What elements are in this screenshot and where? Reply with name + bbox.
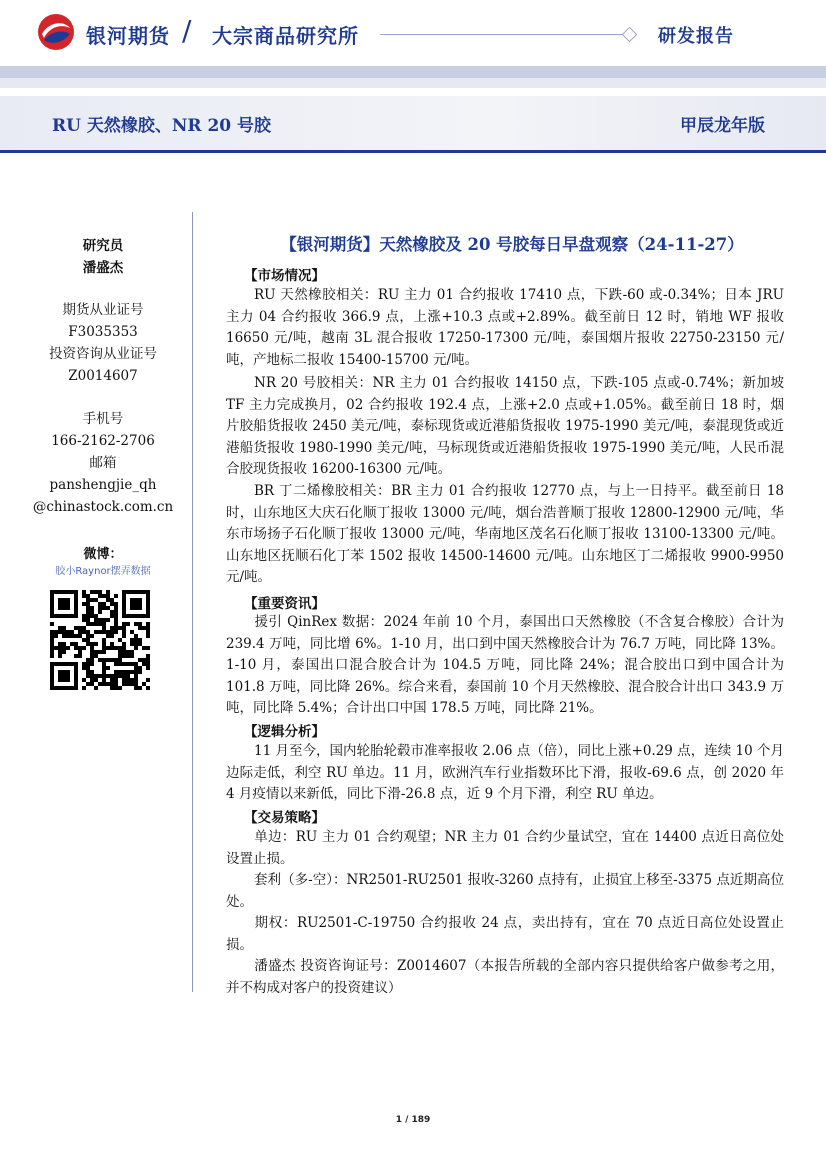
email-label: 邮箱 bbox=[89, 455, 117, 471]
paragraph-news bbox=[226, 612, 784, 720]
galaxy-logo-icon bbox=[36, 12, 76, 52]
advisory-number: Z0014607 bbox=[68, 368, 138, 384]
paragraph-option bbox=[226, 913, 784, 956]
advisory-label: 投资咨询从业证号 bbox=[49, 346, 157, 362]
sidebar-role: 研究员 bbox=[82, 238, 124, 254]
weibo-handle[interactable]: 胶小Raynor摆弄数据 bbox=[55, 566, 151, 577]
section-news: 【重要资讯】 bbox=[244, 596, 325, 612]
paragraph-option-text: 期权：RU2501-C-19750 合约报收 24 点，卖出持有，宜在 70 点近日高位处设置止损。 bbox=[226, 915, 784, 953]
analyst-name: 潘盛杰 bbox=[82, 260, 124, 276]
column-divider bbox=[192, 212, 193, 992]
paragraph-arb bbox=[226, 870, 784, 913]
paragraph-logic-text: 11 月至今，国内轮胎轮毂市准率报收 2.06 点（倍），同比上涨+0.29 点，连续 10 个月边际走低，利空 RU 单边。11 月，欧洲汽车行业指数环比下滑，报收-69.6 点，创 2020 年 4 月疫情以来新低，同比下滑-26.8 点，近 9 个月下滑，利空 RU 单边。 bbox=[226, 743, 784, 802]
page-number: 1 / 189 bbox=[395, 1115, 431, 1125]
phone-label: 手机号 bbox=[82, 411, 124, 427]
subtitle-underline bbox=[0, 150, 826, 153]
edition-label: 甲辰龙年版 bbox=[680, 116, 765, 136]
paragraph-br bbox=[226, 481, 784, 589]
paragraph-single-text: 单边：RU 主力 01 合约观望；NR 主力 01 合约少量试空，宜在 14400 点近日高位处设置止损。 bbox=[226, 829, 784, 867]
paragraph-nr bbox=[226, 373, 784, 481]
paragraph-ru bbox=[226, 285, 784, 371]
section-logic: 【逻辑分析】 bbox=[244, 724, 325, 740]
email-user[interactable]: panshengjie_qh bbox=[49, 477, 157, 493]
header-separator: / bbox=[182, 14, 192, 47]
section-market: 【市场情况】 bbox=[244, 268, 325, 284]
brand-name: 银河期货 bbox=[86, 24, 170, 48]
paragraph-nr-text: NR 20 号胶相关：NR 主力 01 合约报收 14150 点，下跌-105 点或-0.74%；新加坡 TF 主力完成换月，02 合约报收 192.4 点，上涨+2.0 点或+1.05%。截至前日 18 时，烟片胶船货报收 2450 美元/吨，泰标现货或近港船货报收 1975-1990 美元/吨，泰混现货或近港船货报收 1980-1990 美元/吨，马标现货或近港船货报收 1975-1990 美元/吨，人民币混合胶现货报收 16200-16300 元/吨。 bbox=[226, 375, 784, 477]
institute-name: 大宗商品研究所 bbox=[212, 24, 359, 48]
paragraph-br-text: BR 丁二烯橡胶相关：BR 主力 01 合约报收 12770 点，与上一日持平。截至前日 18 时，山东地区大庆石化顺丁报收 13000 元/吨，烟台浩普顺丁报收 12800-12900 元/吨，华东市场扬子石化顺丁报收 13000 元/吨，华南地区茂名石化顺丁报收 13100-13300 元/吨。山东地区抚顺石化丁苯 1502 报收 14500-14600 元/吨。山东地区丁二烯报收 9900-9950 元/吨。 bbox=[226, 483, 784, 585]
section-strategy: 【交易策略】 bbox=[244, 810, 325, 826]
weibo-label: 微博： bbox=[83, 547, 123, 562]
header-rule bbox=[380, 34, 630, 35]
report-type: 研发报告 bbox=[658, 26, 734, 47]
phone-number: 166-2162-2706 bbox=[51, 433, 155, 449]
paragraph-ru-text: RU 天然橡胶相关：RU 主力 01 合约报收 17410 点，下跌-60 或-0.34%；日本 JRU 主力 04 合约报收 366.9 点，上涨+10.3 点或+2.89%。截至前日 12 时，销地 WF 报收 16650 元/吨，越南 3L 混合报收 17250-17300 元/吨，泰国烟片报收 22750-23150 元/吨，产地标二报收 15400-15700 元/吨。 bbox=[226, 287, 784, 368]
paragraph-news-text: 援引 QinRex 数据：2024 年前 10 个月，泰国出口天然橡胶（不含复合橡胶）合计为 239.4 万吨，同比增 6%。1-10 月，出口到中国天然橡胶合计为 76.7 万吨，同比降 13%。1-10 月，泰国出口混合胶合计为 104.5 万吨，同比降 24%；混合胶出口到中国合计为 101.8 万吨，同比降 26%。综合来看，泰国前 10 个月天然橡胶、混合胶合计出口 343.9 万吨，同比降 5.4%；合计出口中国 178.5 万吨，同比降 21%。 bbox=[226, 614, 784, 716]
qr-code-icon bbox=[50, 590, 150, 690]
paragraph-single bbox=[226, 827, 784, 870]
header-band-light bbox=[0, 78, 826, 88]
cert-label: 期货从业证号 bbox=[62, 302, 144, 318]
paragraph-disclaimer bbox=[226, 956, 784, 999]
email-domain[interactable]: @chinastock.com.cn bbox=[32, 499, 174, 515]
product-title: RU 天然橡胶、NR 20 号胶 bbox=[52, 116, 272, 136]
paragraph-disclaimer-text: 潘盛杰 投资咨询证号：Z0014607（本报告所载的全部内容只提供给客户做参考之用，并不构成对客户的投资建议） bbox=[226, 958, 784, 996]
paragraph-logic bbox=[226, 741, 784, 806]
header-band bbox=[0, 66, 826, 78]
paragraph-arb-text: 套利（多-空）：NR2501-RU2501 报收-3260 点持有，止损宜上移至-3375 点近期高位处。 bbox=[226, 872, 784, 910]
document-title: 【银河期货】天然橡胶及 20 号胶每日早盘观察（24-11-27） bbox=[280, 235, 744, 254]
cert-number: F3035353 bbox=[68, 324, 138, 340]
